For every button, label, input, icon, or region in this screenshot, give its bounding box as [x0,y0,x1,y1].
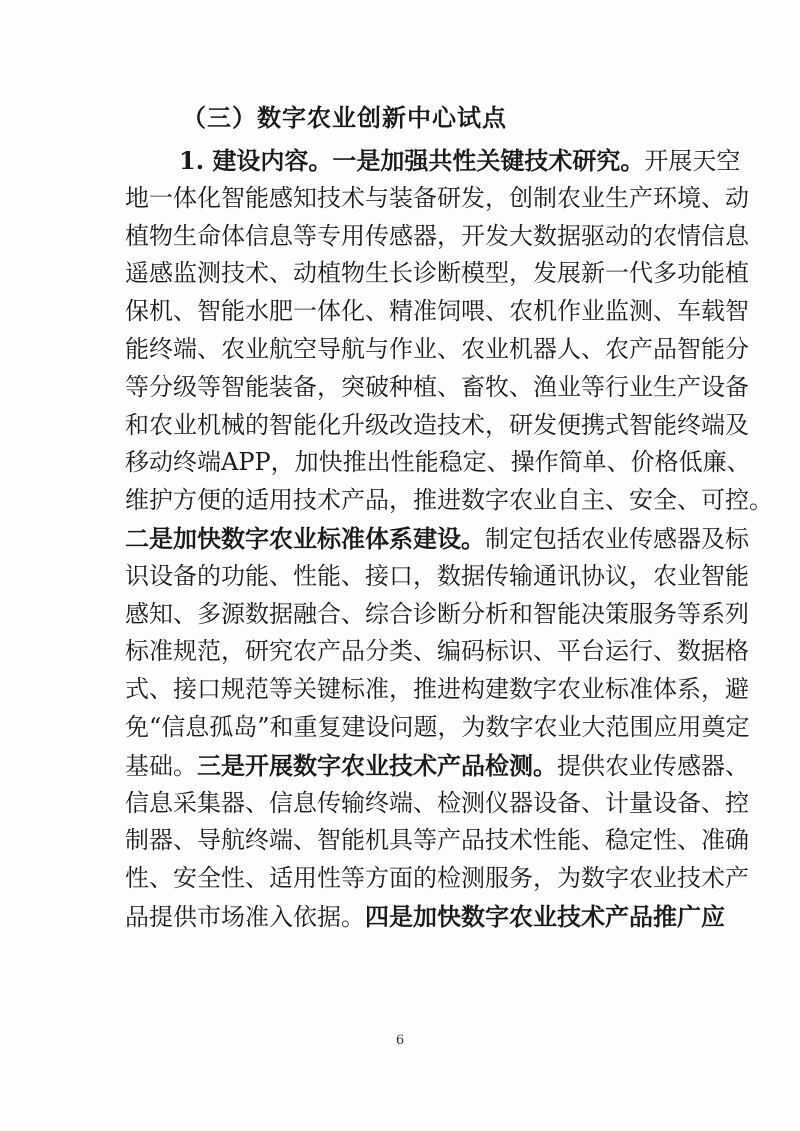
text-run: 感知、多源数据融合、综合诊断分析和智能决策服务等系列 [125,599,749,628]
body-paragraph [125,142,773,936]
text-line [125,444,751,482]
text-run: 移动终端APP，加快推出性能稳定、操作简单、价格低廉、 [125,448,751,477]
text-run: 和农业机械的智能化升级改造技术，研发便携式智能终端及 [125,410,749,439]
text-line [125,558,749,596]
text-line [125,218,749,256]
text-run: 遥感监测技术、动植物生长诊断模型，发展新一代多功能植 [125,259,749,288]
text-run: 等分级等智能装备，突破种植、畜牧、渔业等行业生产设备 [125,372,749,401]
text-run: 基础。 [125,751,197,780]
bold-run: 二是加快数字农业标准体系建设。 [125,523,485,553]
text-line [125,633,749,671]
bold-run: 1. 建设内容。一是加强共性关键技术研究。 [179,146,645,175]
text-run: 品提供市场准入依据。 [125,902,365,931]
text-line [125,671,749,709]
text-run: 制定包括农业传感器及标 [485,524,749,553]
text-run: 能终端、农业航空导航与作业、农业机器人、农产品智能分 [125,334,749,363]
text-run: 识设备的功能、性能、接口，数据传输通讯协议，农业智能 [125,561,749,590]
text-run: 制器、导航终端、智能机具等产品技术性能、稳定性、准确 [125,826,749,855]
text-run: 开展天空 [644,147,741,175]
text-run: 标准规范，研究农产品分类、编码标识、平台运行、数据格 [125,637,749,666]
text-run: 维护方便的适用技术产品，推进数字农业自主、安全、可控。 [125,486,773,515]
text-line [125,255,749,293]
text-line [125,331,749,369]
text-line [125,709,750,747]
text-run: 地一体化智能感知技术与装备研发，创制农业生产环境、动 [125,183,749,212]
text-line [125,898,725,936]
text-run: 免“信息孤岛”和重复建设问题，为数字农业大范围应用奠定 [125,712,750,741]
text-run: 保机、智能水肥一体化、精准饲喂、农机作业监测、车载智 [125,297,749,326]
bold-run: 四是加快数字农业技术产品推广应 [365,901,725,931]
section-heading: （三）数字农业创新中心试点 [182,103,507,132]
text-line [125,142,741,180]
text-line [125,180,749,218]
text-line [125,822,749,860]
text-run: 植物生命体信息等专用传感器，开发大数据驱动的农情信息 [125,221,749,250]
page-number: 6 [395,1033,405,1048]
text-run: 信息采集器、信息传输终端、检测仪器设备、计量设备、控 [125,788,749,817]
text-run: 提供农业传感器、 [557,751,749,780]
text-line [125,747,749,785]
text-run: 式、接口规范等关键标准，推进构建数字农业标准体系，避 [125,675,749,704]
text-line [125,482,773,520]
text-line [125,369,749,407]
text-line [125,293,749,331]
text-line [125,596,749,634]
text-line [125,520,749,558]
text-line [125,860,749,898]
text-line [125,407,749,445]
bold-run: 三是开展数字农业技术产品检测。 [197,750,557,780]
text-run: 性、安全性、适用性等方面的检测服务，为数字农业技术产 [125,864,749,893]
text-line [125,785,749,823]
